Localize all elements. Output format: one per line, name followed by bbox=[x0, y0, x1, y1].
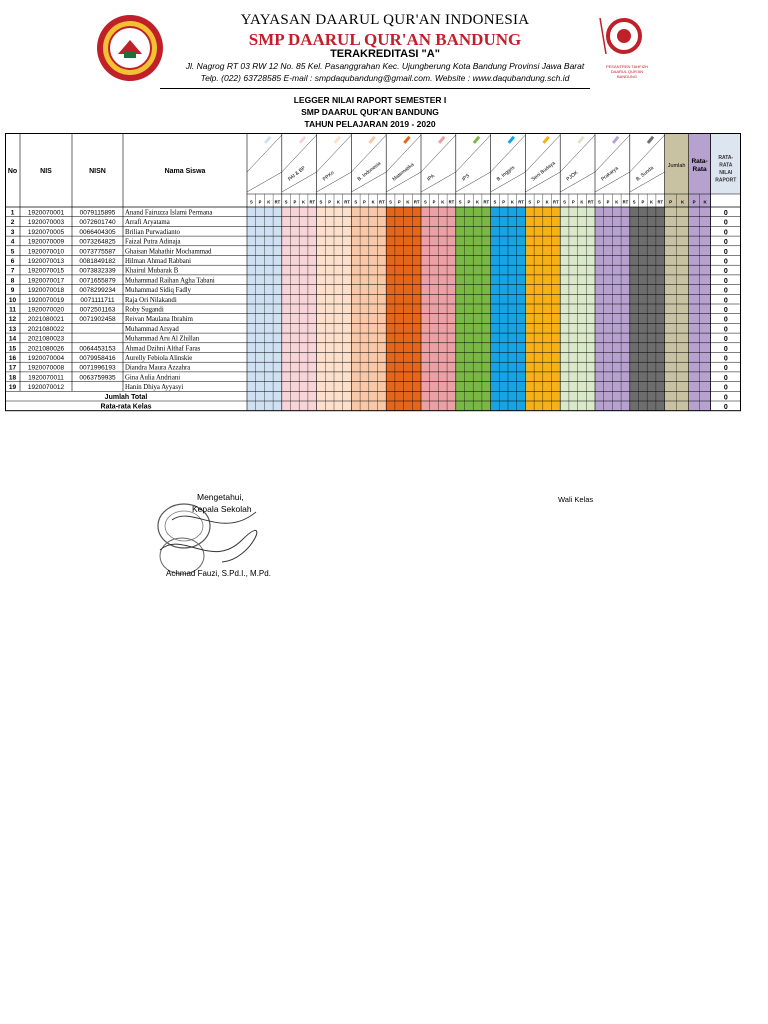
row-no: 11 bbox=[9, 306, 16, 314]
row-raport-value: 0 bbox=[723, 316, 728, 324]
row-raport-value: 0 bbox=[723, 336, 728, 344]
subcolumn-label: K bbox=[371, 199, 375, 205]
row-name: Ghaisan Mahathir Mochammad bbox=[125, 248, 212, 256]
row-name: Muhammad Arsyad bbox=[125, 325, 179, 333]
row-no: 14 bbox=[8, 335, 17, 343]
header-diagonal bbox=[351, 135, 386, 172]
subject-name: B. Indonesia bbox=[356, 160, 383, 183]
row-raport-value: 0 bbox=[723, 239, 728, 247]
row-raport-value: 0 bbox=[723, 210, 728, 217]
row-raport-value: 0 bbox=[723, 297, 728, 305]
report-title: LEGGER NILAI RAPORT SEMESTER I bbox=[293, 95, 447, 105]
report-year: TAHUN PELAJARAN 2019 - 2020 bbox=[304, 119, 436, 129]
row-no: 5 bbox=[10, 248, 15, 256]
row-no: 9 bbox=[10, 287, 15, 295]
homeroom-teacher-label: Wali Kelas bbox=[558, 495, 594, 504]
row-nisn: 0073775587 bbox=[79, 248, 116, 256]
row-nis: 1920070004 bbox=[27, 355, 65, 362]
subcolumn-label: K bbox=[615, 199, 619, 205]
row-no: 7 bbox=[10, 267, 15, 275]
row-nis: 1920070005 bbox=[27, 228, 65, 236]
subject-color-swatch bbox=[403, 136, 410, 144]
header-diagonal bbox=[595, 135, 630, 172]
subcolumn-label: K bbox=[545, 199, 549, 205]
header-diagonal bbox=[491, 135, 526, 172]
row-raport-value: 0 bbox=[723, 248, 728, 256]
subject-color-swatch bbox=[264, 136, 271, 144]
subcolumn-label: S bbox=[423, 199, 427, 205]
subject-name: Matematika bbox=[391, 161, 416, 183]
subcolumn-label: P bbox=[363, 199, 366, 205]
row-no: 6 bbox=[10, 258, 15, 265]
subcolumn-label: P bbox=[432, 199, 436, 205]
accreditation: TERAKREDITASI "A" bbox=[330, 48, 440, 60]
row-nis: 1920070011 bbox=[28, 374, 64, 382]
row-no: 2 bbox=[10, 219, 15, 227]
subcolumn-label: P bbox=[397, 199, 401, 205]
subcolumn-label: RT bbox=[622, 199, 629, 205]
report-school: SMP DAARUL QUR'AN BANDUNG bbox=[301, 107, 439, 117]
subcolumn-label: S bbox=[319, 199, 323, 205]
subcolumn-label: RT bbox=[274, 199, 281, 205]
subcolumn-label: K bbox=[441, 199, 445, 205]
subcolumn-label: P bbox=[328, 199, 332, 205]
subcolumn-label: S bbox=[528, 199, 532, 205]
row-nisn: 0072601740 bbox=[79, 219, 116, 227]
row-raport-value: 0 bbox=[723, 258, 728, 266]
row-name: Muhammad Sidiq Fadly bbox=[125, 287, 192, 295]
row-no: 10 bbox=[8, 296, 17, 304]
row-no: 18 bbox=[8, 374, 17, 382]
subcolumn-label: S bbox=[563, 199, 566, 205]
row-no: 16 bbox=[8, 355, 17, 362]
subject-color-swatch bbox=[542, 136, 549, 144]
row-raport-value: 0 bbox=[723, 277, 728, 285]
row-nis: 1920070019 bbox=[27, 296, 65, 304]
row-name: Reivan Maulana Ibrahim bbox=[125, 316, 193, 324]
row-nis: 1920070009 bbox=[27, 238, 65, 246]
subcolumn-label: P bbox=[537, 199, 540, 205]
subcolumn-label: P bbox=[571, 199, 575, 205]
subject-name: B. Inggris bbox=[495, 164, 517, 183]
subcolumn-label: K bbox=[510, 199, 514, 205]
subcolumn-label: P bbox=[258, 199, 262, 205]
right-logo-caption: PESANTREN TAHFIZH DAARUL QUR'AN BANDUNG bbox=[605, 64, 649, 79]
subcolumn-label: S bbox=[389, 199, 392, 205]
row-nis: 2021080022 bbox=[27, 325, 65, 333]
column-header-nisn: NISN bbox=[89, 168, 106, 175]
row-raport-value: 0 bbox=[723, 374, 728, 382]
subcolumn-label: P bbox=[502, 199, 506, 205]
subcolumn-label: K bbox=[680, 199, 685, 205]
row-nisn: 0063759935 bbox=[79, 374, 116, 382]
header-diagonal bbox=[247, 135, 282, 172]
average-value: 0 bbox=[723, 404, 728, 411]
subcolumn-label: S bbox=[632, 199, 636, 205]
subject-name: Seni Budaya bbox=[530, 160, 557, 183]
subcolumn-label: S bbox=[284, 199, 288, 205]
subject-name: PAI & BP bbox=[286, 165, 307, 183]
header-diagonal bbox=[560, 135, 595, 172]
subject-name: IPA bbox=[426, 173, 436, 183]
row-nis: 1920070010 bbox=[27, 248, 65, 256]
row-name: Ahmad Dzihni Althaf Faras bbox=[125, 345, 201, 353]
total-value: 0 bbox=[723, 394, 728, 402]
subcolumn-label: S bbox=[249, 199, 253, 205]
row-nis: 1920070015 bbox=[27, 267, 65, 275]
subcolumn-label: K bbox=[476, 199, 480, 205]
subject-name: B. Sunda bbox=[634, 165, 655, 183]
header-diagonal bbox=[630, 135, 665, 172]
row-raport-value: 0 bbox=[723, 229, 728, 237]
row-nisn: 0066404305 bbox=[79, 228, 116, 236]
column-header-raport: NILAI bbox=[719, 170, 733, 176]
header-diagonal bbox=[421, 135, 456, 172]
subcolumn-label: RT bbox=[553, 199, 559, 205]
subcolumn-label: P bbox=[293, 199, 297, 205]
row-no: 19 bbox=[8, 384, 17, 392]
address: Jl. Nagrog RT 03 RW 12 No. 85 Kel. Pasanggrahan Kec. Ujungberung Kota Bandung Provinsi Jawa Barat bbox=[185, 61, 585, 71]
row-raport-value: 0 bbox=[723, 384, 728, 392]
row-nis: 2021080021 bbox=[27, 316, 65, 324]
column-header-no: No bbox=[7, 168, 18, 175]
column-header-nis: NIS bbox=[40, 168, 52, 175]
subcolumn-label: RT bbox=[379, 199, 385, 205]
row-nisn: 0073832339 bbox=[79, 267, 116, 275]
row-nis: 1920070003 bbox=[27, 219, 65, 227]
row-nisn: 0079115895 bbox=[79, 209, 116, 217]
row-nis: 2021080026 bbox=[27, 345, 65, 353]
column-header-raport: RATA bbox=[719, 162, 733, 169]
header-diagonal bbox=[247, 172, 282, 192]
subject-name: PJOK bbox=[565, 169, 580, 183]
column-header-rata: Rata bbox=[692, 166, 707, 173]
subcolumn-label: K bbox=[336, 199, 340, 205]
header-diagonal bbox=[456, 135, 491, 172]
subcolumn-label: P bbox=[467, 199, 471, 205]
foundation-name: YAYASAN DAARUL QUR'AN INDONESIA bbox=[240, 12, 530, 28]
subject-color-swatch bbox=[473, 136, 480, 144]
row-nis: 1920070001 bbox=[27, 209, 65, 217]
row-nis: 2021080023 bbox=[27, 335, 65, 343]
subcolumn-label: K bbox=[650, 199, 654, 205]
grade-ledger-table bbox=[5, 133, 741, 485]
subcolumn-label: S bbox=[597, 199, 601, 205]
row-nis: 1920070013 bbox=[27, 258, 65, 265]
header-diagonal bbox=[317, 135, 352, 172]
subject-color-swatch bbox=[334, 136, 341, 144]
row-nis: 1920070020 bbox=[27, 306, 65, 314]
row-raport-value: 0 bbox=[723, 326, 728, 334]
row-nis: 1920070018 bbox=[27, 287, 65, 295]
row-nisn: 0064453153 bbox=[79, 345, 116, 353]
row-raport-value: 0 bbox=[723, 287, 728, 295]
row-nisn: 0079958416 bbox=[79, 355, 116, 362]
subject-color-swatch bbox=[508, 136, 515, 144]
row-name: Anand Fairuzza Islami Permana bbox=[125, 209, 213, 217]
header-diagonal bbox=[421, 172, 456, 192]
row-name: Faizal Putra Adinaja bbox=[125, 238, 181, 246]
signature-name: Achmad Fauzi, S.Pd.I., M.Pd. bbox=[166, 569, 271, 578]
row-name: Hilman Ahmad Rabbani bbox=[125, 258, 192, 265]
row-nis: 1920070012 bbox=[27, 384, 65, 392]
row-nis: 1920070008 bbox=[27, 364, 65, 372]
row-name: Diandra Maura Azzahra bbox=[125, 364, 191, 372]
row-nisn: 0073264825 bbox=[79, 238, 116, 246]
row-name: Hanin Dhiya Ayyasyi bbox=[125, 384, 184, 392]
subject-color-swatch bbox=[368, 136, 375, 144]
row-name: Brilian Purwadianto bbox=[125, 228, 180, 236]
row-no: 1 bbox=[10, 209, 15, 217]
row-raport-value: 0 bbox=[723, 268, 728, 276]
row-nis: 1920070017 bbox=[27, 277, 65, 285]
row-name: Khairul Mubarak B bbox=[125, 267, 179, 275]
subject-color-swatch bbox=[647, 136, 654, 144]
row-nisn: 0071111711 bbox=[80, 296, 115, 304]
subcolumn-label: P bbox=[606, 199, 610, 205]
row-nisn: 0072501163 bbox=[79, 306, 116, 314]
signature-acknowledged: Mengetahui, bbox=[197, 492, 244, 502]
row-nisn: 0071655879 bbox=[79, 277, 116, 285]
subcolumn-label: K bbox=[267, 199, 271, 205]
header-divider bbox=[160, 88, 590, 89]
subcolumn-label: K bbox=[703, 199, 707, 205]
subcolumn-label: RT bbox=[483, 199, 490, 205]
row-no: 3 bbox=[10, 228, 15, 236]
subcolumn-label: S bbox=[458, 199, 462, 205]
header-diagonal bbox=[456, 172, 491, 192]
average-label: Rata-rata Kelas bbox=[100, 403, 152, 411]
subject-color-swatch bbox=[438, 136, 445, 144]
subcolumn-label: K bbox=[406, 199, 410, 205]
subject-name: PPKn bbox=[321, 169, 336, 183]
subcolumn-label: RT bbox=[344, 199, 350, 205]
column-header-raport: RAPORT bbox=[715, 177, 737, 184]
subcolumn-label: RT bbox=[518, 199, 524, 205]
row-no: 4 bbox=[10, 238, 15, 246]
signature-role: Kepala Sekolah bbox=[192, 504, 252, 514]
row-no: 12 bbox=[8, 316, 17, 324]
row-nisn: 0071902458 bbox=[79, 316, 116, 324]
row-raport-value: 0 bbox=[723, 365, 728, 373]
row-no: 17 bbox=[8, 364, 17, 372]
total-label: Jumlah Total bbox=[104, 393, 148, 401]
row-no: 8 bbox=[10, 277, 15, 285]
subcolumn-label: S bbox=[354, 199, 358, 205]
subcolumn-label: S bbox=[493, 199, 497, 205]
column-header-rata: Rata- bbox=[691, 158, 708, 165]
row-nisn: 0081849182 bbox=[79, 258, 116, 265]
column-header-jumlah: Jumlah bbox=[667, 163, 686, 169]
header-diagonal bbox=[386, 135, 421, 172]
row-raport-value: 0 bbox=[723, 219, 728, 227]
subcolumn-label: RT bbox=[657, 199, 664, 205]
row-no: 15 bbox=[8, 345, 17, 353]
row-raport-value: 0 bbox=[723, 307, 728, 314]
subcolumn-label: K bbox=[302, 199, 306, 205]
subcolumn-label: RT bbox=[309, 199, 316, 205]
subject-color-swatch bbox=[299, 136, 306, 144]
subcolumn-label: P bbox=[641, 199, 645, 205]
row-name: Muhammad Aru Al Zhillan bbox=[125, 335, 200, 343]
row-name: Roby Sugandi bbox=[125, 306, 164, 314]
subcolumn-label: RT bbox=[448, 199, 455, 205]
subject-name: Prakarya bbox=[600, 165, 620, 183]
row-no: 13 bbox=[8, 325, 17, 333]
header-diagonal bbox=[282, 135, 317, 172]
row-nisn: 0078299234 bbox=[79, 287, 116, 295]
school-name: SMP DAARUL QUR'AN BANDUNG bbox=[248, 30, 522, 49]
subcolumn-label: P bbox=[669, 199, 673, 205]
row-raport-value: 0 bbox=[723, 355, 728, 363]
subcolumn-label: K bbox=[580, 199, 584, 205]
row-name: Aurelly Febiola Alinskie bbox=[125, 355, 193, 362]
subcolumn-label: P bbox=[692, 199, 696, 205]
row-name: Raja Ori Nilakandi bbox=[125, 296, 177, 304]
row-nisn: 0071996193 bbox=[79, 364, 116, 372]
column-header-raport: RATA- bbox=[718, 155, 734, 161]
row-name: Muhammad Raihan Agha Tabani bbox=[125, 277, 215, 285]
subject-color-swatch bbox=[577, 136, 584, 144]
subject-name: IPS bbox=[460, 172, 472, 183]
subcolumn-label: RT bbox=[587, 199, 594, 205]
row-raport-value: 0 bbox=[723, 345, 728, 353]
header-diagonal bbox=[525, 135, 560, 172]
row-name: Arrafi Aryatama bbox=[125, 219, 170, 227]
subcolumn-label: RT bbox=[413, 199, 420, 205]
row-name: Gina Aulia Andriani bbox=[125, 374, 181, 382]
subject-color-swatch bbox=[612, 136, 619, 144]
contact: Telp. (022) 63728585 E-mail : smpdaqubandung@gmail.com. Website : www.daqubandung.sch.id bbox=[200, 73, 570, 83]
column-header-nama: Nama Siswa bbox=[164, 168, 206, 175]
